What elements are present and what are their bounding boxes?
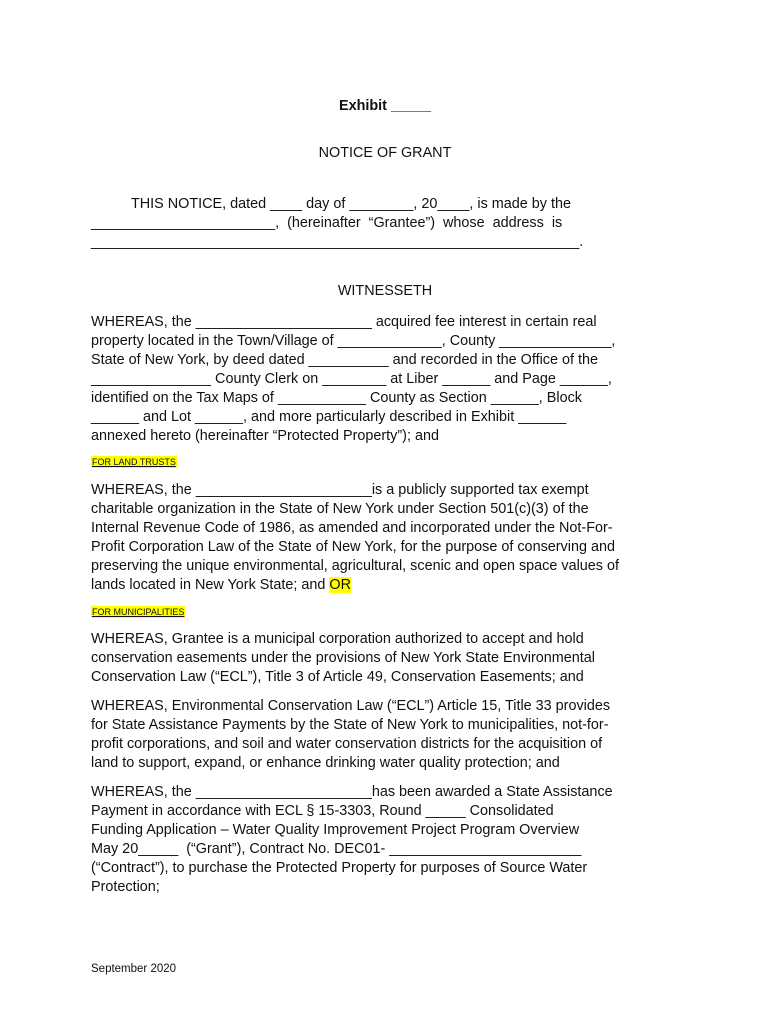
paragraph3-line: WHEREAS, Grantee is a municipal corporation authorized to accept and hold (91, 631, 584, 647)
paragraph1-line: annexed hereto (hereinafter “Protected Property”); and (91, 428, 439, 444)
paragraph5-line: Funding Application – Water Quality Improvement Project Program Overview (91, 822, 580, 838)
exhibit-heading: Exhibit _____ (339, 98, 431, 114)
paragraph4-line: for State Assistance Payments by the State of New York to municipalities, not-for- (91, 717, 609, 733)
paragraph2-line: Profit Corporation Law of the State of New York, for the purpose of conserving and (91, 539, 615, 555)
footer-date: September 2020 (91, 963, 177, 975)
paragraph2-last-line (91, 576, 351, 595)
intro-line-3: _____________________________________________________________. (91, 234, 584, 250)
paragraph1-line: identified on the Tax Maps of ___________ County as Section ______, Block (91, 390, 582, 406)
document-title: NOTICE OF GRANT (318, 145, 452, 161)
paragraph1-line: _______________ County Clerk on ________ at Liber ______ and Page ______, (91, 371, 612, 387)
intro-line-1: THIS NOTICE, dated ____ day of ________, 20____, is made by the (131, 196, 571, 212)
paragraph5-line: May 20_____ (“Grant”), Contract No. DEC01- ________________________ (91, 841, 582, 857)
paragraph2-line: Internal Revenue Code of 1986, as amended and incorporated under the Not-For- (91, 520, 613, 536)
paragraph4-line: WHEREAS, Environmental Conservation Law (“ECL”) Article 15, Title 33 provides (91, 698, 611, 714)
paragraph1-line: WHEREAS, the ______________________ acquired fee interest in certain real (91, 314, 597, 330)
paragraph2-line: preserving the unique environmental, agricultural, scenic and open space values of (91, 558, 619, 574)
paragraph5-line: Payment in accordance with ECL § 15-3303, Round _____ Consolidated (91, 803, 554, 819)
paragraph1-line: property located in the Town/Village of _____________, County ______________, (91, 333, 616, 349)
section-label-land-trusts: FOR LAND TRUSTS (92, 457, 176, 467)
paragraph2-line: charitable organization in the State of New York under Section 501(c)(3) of the (91, 501, 589, 517)
paragraph4-line: profit corporations, and soil and water conservation districts for the acquisition of (91, 736, 603, 752)
paragraph5-line: Protection; (91, 879, 160, 895)
paragraph3-line: conservation easements under the provisions of New York State Environmental (91, 650, 595, 666)
paragraph1-line: ______ and Lot ______, and more particularly described in Exhibit ______ (91, 409, 567, 425)
paragraph3-line: Conservation Law (“ECL”), Title 3 of Article 49, Conservation Easements; and (91, 669, 584, 685)
section-label-municipalities: FOR MUNICIPALITIES (92, 607, 185, 617)
paragraph2-line: lands located in New York State; and (91, 577, 330, 593)
paragraph5-line: (“Contract”), to purchase the Protected Property for purposes of Source Water (91, 860, 588, 876)
or-marker: OR (329, 577, 351, 593)
paragraph4-line: land to support, expand, or enhance drinking water quality protection; and (91, 755, 560, 771)
paragraph1-line: State of New York, by deed dated __________ and recorded in the Office of the (91, 352, 598, 368)
paragraph5-line: WHEREAS, the ______________________has been awarded a State Assistance (91, 784, 613, 800)
paragraph2-line: WHEREAS, the ______________________is a publicly supported tax exempt (91, 482, 589, 498)
witnesseth-heading: WITNESSETH (337, 283, 433, 299)
intro-line-2: _______________________, (hereinafter “Grantee”) whose address is (91, 215, 563, 231)
